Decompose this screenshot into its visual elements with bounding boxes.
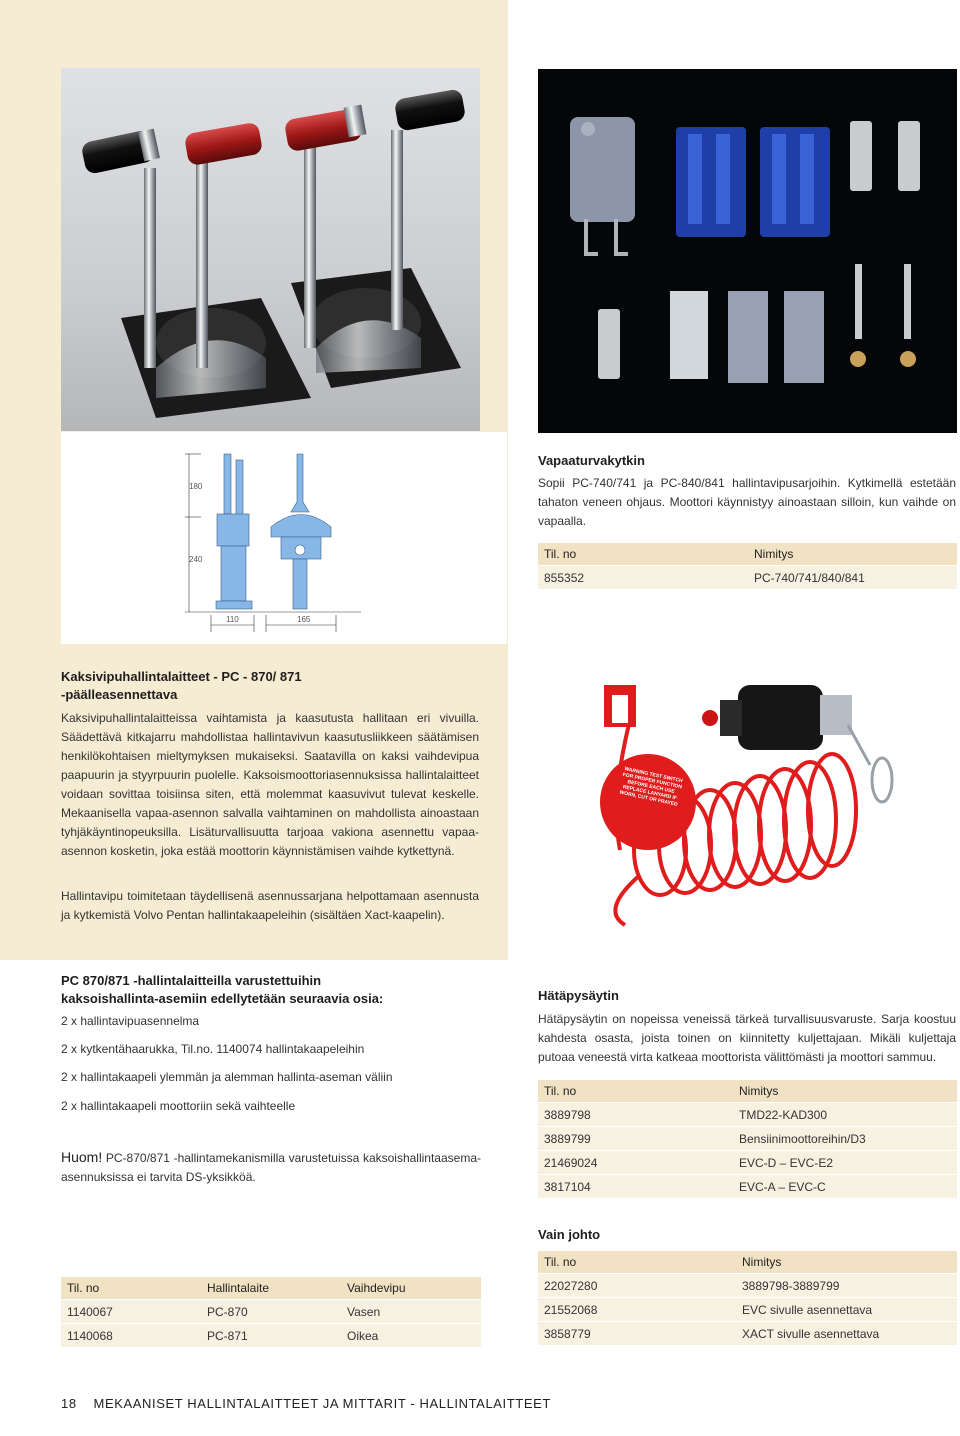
table-cell: 3889798-3889799 [736, 1274, 957, 1298]
lanyard-warning-tag-text: WARNING TEST SWITCH FOR PROPER FUNCTION BEFORE EACH USE REPLACE LANYARD IF WORN, CUT OR FRAYED [618, 766, 684, 808]
table-header-cell: Hallintalaite [201, 1277, 341, 1300]
dimension-label-110: 110 [226, 615, 239, 624]
table-cell: EVC sivulle asennettava [736, 1298, 957, 1322]
table-cell: 3817104 [538, 1175, 733, 1199]
control-unit-table [61, 1277, 481, 1348]
table-row [538, 1298, 957, 1322]
table-cell: PC-871 [201, 1324, 341, 1348]
table-header-cell: Nimitys [733, 1080, 957, 1103]
table-cell: Oikea [341, 1324, 481, 1348]
table-header-row [538, 1251, 957, 1274]
table-cell: 3858779 [538, 1322, 736, 1346]
product-heading-line1: Kaksivipuhallintalaitteet - PC - 870/ 871 [61, 669, 302, 684]
requirement-item: 2 x hallintakaapeli ylemmän ja alemman hallinta-aseman väliin [61, 1070, 393, 1084]
table-cell: EVC-A – EVC-C [733, 1175, 957, 1199]
safety-switch-description: Sopii PC-740/741 ja PC-840/841 hallintavipusarjoihin. Kytkimellä estetään tahaton veneen ohjaus. Moottori käynnistyy ainoastaan silloin, kun vaihde on vapaalla. [538, 476, 956, 528]
table-cell: Bensiinimoottoreihin/D3 [733, 1127, 957, 1151]
dimension-label-180: 180 [189, 482, 203, 491]
dimension-drawing [61, 432, 507, 644]
product-description: Kaksivipuhallintalaitteissa vaihtamista ja kaasutusta hallitaan eri vivuilla. Säädettävä kitkajarru mahdollistaa hallintavivun kaasutusliikkeen säätämisen henkilökohtaisen mieltymyksen mukaiseksi. Saatavilla on kaksi vaihdevipua paapuurin ja styyrpuurin puolelle. Kaksoismoottoriasennuksissa hallintalaitteet voidaan sovittaa toisiinsa siten, että molemmat kaasuvivut tulevat keskelle. Mekaanisella vapaa-asennon salvalla vaihtaminen on mahdollista ainoastaan tyhjäkäyntinopeuksilla. Lisäturvallisuutta tarjoaa vakiona asennettu vapaa-asennon kosketin, joka estää moottorin käynnistämisen vaihde kytkettynä. [61, 711, 479, 858]
table-header-cell: Til. no [61, 1277, 201, 1300]
emergency-stop-heading: Hätäpysäytin [538, 988, 619, 1003]
table-header-cell: Vaihdevipu [341, 1277, 481, 1300]
safety-switch-kit-photo [538, 69, 957, 433]
dimension-label-240: 240 [189, 555, 203, 564]
table-header-row [61, 1277, 481, 1300]
table-cell: PC-740/741/840/841 [748, 566, 957, 590]
emergency-stop-lanyard-photo [560, 650, 920, 940]
table-header-row [538, 1080, 957, 1103]
table-row [61, 1300, 481, 1324]
product-installation-note: Hallintavipu toimitetaan täydellisenä asennussarjana helpottamaan asennusta ja kytkemistä Volvo Pentan hallintakaapeleihin (sisältäen Xact-kaapelin). [61, 889, 479, 922]
table-cell: 3889798 [538, 1103, 733, 1127]
table-cell: 3889799 [538, 1127, 733, 1151]
safety-switch-table [538, 543, 957, 590]
table-row [538, 1103, 957, 1127]
requirements-heading-line2: kaksoishallinta-asemiin edellytetään seuraavia osia: [61, 991, 384, 1006]
table-header-cell: Nimitys [736, 1251, 957, 1274]
safety-switch-heading: Vapaaturvakytkin [538, 453, 645, 468]
table-row [538, 1322, 957, 1346]
table-row [538, 1127, 957, 1151]
dimension-label-165: 165 [297, 615, 311, 624]
requirements-heading [61, 972, 501, 1008]
table-row [538, 566, 957, 590]
note-paragraph [61, 1148, 481, 1187]
table-cell: 1140068 [61, 1324, 201, 1348]
table-cell: PC-870 [201, 1300, 341, 1324]
dual-lever-control-photo [61, 68, 480, 431]
table-cell: 21469024 [538, 1151, 733, 1175]
requirements-heading-line1: PC 870/871 -hallintalaitteilla varustettuihin [61, 973, 322, 988]
table-cell: XACT sivulle asennettava [736, 1322, 957, 1346]
page-footer [61, 1396, 551, 1411]
wire-only-heading: Vain johto [538, 1227, 601, 1242]
table-header-cell: Til. no [538, 1251, 736, 1274]
table-cell: 21552068 [538, 1298, 736, 1322]
table-row [538, 1274, 957, 1298]
table-row [538, 1175, 957, 1199]
product-heading-line2: -päälleasennettava [61, 687, 178, 702]
page-number: 18 [61, 1396, 77, 1411]
emergency-stop-table [538, 1080, 957, 1199]
table-header-cell: Til. no [538, 543, 748, 566]
table-header-cell: Nimitys [748, 543, 957, 566]
table-row [61, 1324, 481, 1348]
requirement-item: 2 x hallintakaapeli moottoriin sekä vaihteelle [61, 1099, 296, 1113]
requirement-item: 2 x hallintavipuasennelma [61, 1014, 200, 1028]
table-cell: EVC-D – EVC-E2 [733, 1151, 957, 1175]
table-cell: 1140067 [61, 1300, 201, 1324]
requirement-item: 2 x kytkentähaarukka, Til.no. 1140074 hallintakaapeleihin [61, 1042, 365, 1056]
footer-section-title: MEKAANISET HALLINTALAITTEET JA MITTARIT - HALLINTALAITTEET [93, 1396, 551, 1411]
emergency-stop-description: Hätäpysäytin on nopeissa veneissä tärkeä turvallisuusvaruste. Sarja koostuu kahdesta osasta, joista toinen on kiinnitetty kuljettajaan. Mikäli kuljettaja putoaa veneestä virta katkeaa moottorista välittömästi ja moottori sammuu. [538, 1012, 956, 1064]
note-label: Huom! [61, 1149, 103, 1165]
table-cell: TMD22-KAD300 [733, 1103, 957, 1127]
table-header-cell: Til. no [538, 1080, 733, 1103]
table-cell: Vasen [341, 1300, 481, 1324]
table-row [538, 1151, 957, 1175]
table-header-row [538, 543, 957, 566]
wire-only-table [538, 1251, 957, 1346]
table-cell: 22027280 [538, 1274, 736, 1298]
table-cell: 855352 [538, 566, 748, 590]
product-heading [61, 668, 501, 704]
note-text: PC-870/871 -hallintamekanismilla varustetuissa kaksoishallintaasema-asennuksissa ei tarvita DS-yksikköä. [61, 1151, 481, 1184]
